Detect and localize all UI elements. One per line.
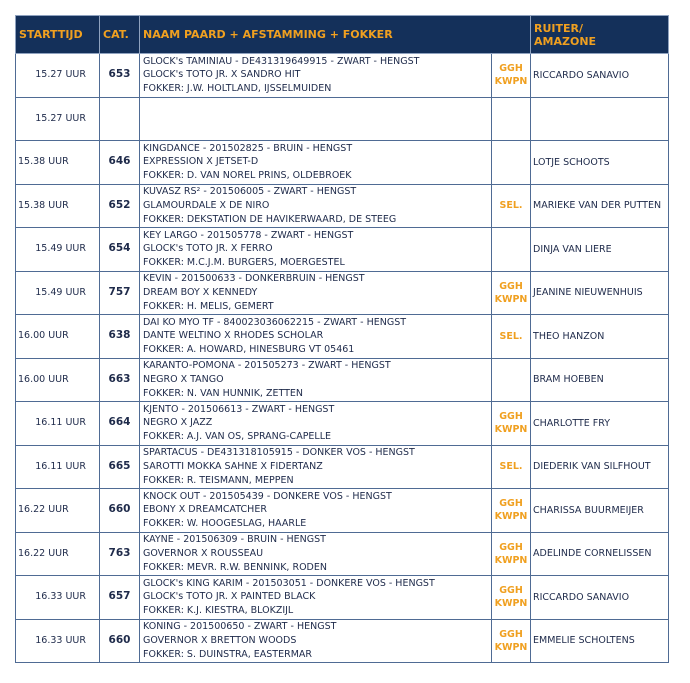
rider-name: THEO HANZON <box>531 315 669 359</box>
horse-info <box>140 532 492 576</box>
status-badge-line1: SEL. <box>499 330 523 342</box>
status-badge <box>492 445 531 489</box>
pedigree-line: GOVERNOR X BRETTON WOODS <box>143 634 297 646</box>
status-badge <box>492 619 531 663</box>
header-naam-paard: NAAM PAARD + AFSTAMMING + FOKKER <box>140 16 531 54</box>
header-row <box>16 16 669 54</box>
status-badge <box>492 315 531 359</box>
status-badge-line2: KWPN <box>494 293 528 305</box>
status-badge-line1: GGH <box>499 498 523 510</box>
horse-name-line: KINGDANCE - 201502825 - BRUIN - HENGST <box>143 142 353 154</box>
category-number: 653 <box>100 54 140 98</box>
status-badge-line1: GGH <box>499 63 523 75</box>
category-number: 664 <box>100 402 140 446</box>
rider-name: EMMELIE SCHOLTENS <box>531 619 669 663</box>
horse-info <box>140 489 492 533</box>
horse-name-line: KJENTO - 201506613 - ZWART - HENGST <box>143 403 335 415</box>
pedigree-line: EXPRESSION X JETSET-D <box>143 156 259 168</box>
table-row <box>16 141 669 185</box>
pedigree-line: GLOCK's TOTO JR. X FERRO <box>143 243 273 255</box>
rider-name: RICCARDO SANAVIO <box>531 54 669 98</box>
horse-name-line: KNOCK OUT - 201505439 - DONKERE VOS - HENGST <box>143 490 392 502</box>
category-number: 652 <box>100 184 140 228</box>
table-row <box>16 445 669 489</box>
status-badge-line1: GGH <box>499 628 523 640</box>
header-ruiter-line1: RUITER/ <box>534 21 584 35</box>
breeder-line: FOKKER: W. HOOGESLAG, HAARLE <box>143 518 307 530</box>
status-badge <box>492 489 531 533</box>
category-number: 646 <box>100 141 140 185</box>
pedigree-line: SAROTTI MOKKA SAHNE X FIDERTANZ <box>143 460 323 472</box>
rider-name: CHARISSA BUURMEIJER <box>531 489 669 533</box>
start-time: 16.11 UUR <box>16 402 100 446</box>
table-row <box>16 402 669 446</box>
status-badge <box>492 402 531 446</box>
horse-info <box>140 97 492 141</box>
rider-name: BRAM HOEBEN <box>531 358 669 402</box>
start-time: 15.27 UUR <box>16 54 100 98</box>
table-row <box>16 97 669 141</box>
pedigree-line: NEGRO X TANGO <box>143 373 224 385</box>
table-row <box>16 489 669 533</box>
status-badge <box>492 184 531 228</box>
horse-name-line: KEY LARGO - 201505778 - ZWART - HENGST <box>143 229 354 241</box>
status-badge-line2: KWPN <box>494 511 528 523</box>
pedigree-line: GOVERNOR X ROUSSEAU <box>143 547 264 559</box>
rider-name: DIEDERIK VAN SILFHOUT <box>531 445 669 489</box>
horse-name-line: KARANTO-POMONA - 201505273 - ZWART - HENGST <box>143 360 391 372</box>
status-badge <box>492 141 531 185</box>
table-row <box>16 184 669 228</box>
horse-info <box>140 315 492 359</box>
category-number: 660 <box>100 619 140 663</box>
start-time: 16.22 UUR <box>16 532 100 576</box>
status-badge-line1: SEL. <box>499 200 523 212</box>
table-row <box>16 576 669 620</box>
header-cat: CAT. <box>100 16 140 54</box>
start-time: 15.38 UUR <box>16 184 100 228</box>
table-row <box>16 228 669 272</box>
pedigree-line: EBONY X DREAMCATCHER <box>143 504 267 516</box>
header-starttijd: STARTTIJD <box>16 16 100 54</box>
breeder-line: FOKKER: A.J. VAN OS, SPRANG-CAPELLE <box>143 431 332 443</box>
horse-info <box>140 271 492 315</box>
breeder-line: FOKKER: K.J. KIESTRA, BLOKZIJL <box>143 605 294 617</box>
rider-name: CHARLOTTE FRY <box>531 402 669 446</box>
breeder-line: FOKKER: M.C.J.M. BURGERS, MOERGESTEL <box>143 257 345 269</box>
status-badge <box>492 358 531 402</box>
start-time: 16.00 UUR <box>16 358 100 402</box>
category-number: 638 <box>100 315 140 359</box>
start-time: 16.33 UUR <box>16 619 100 663</box>
status-badge-line2: KWPN <box>494 76 528 88</box>
horse-info <box>140 619 492 663</box>
pedigree-line: GLOCK's TOTO JR. X PAINTED BLACK <box>143 591 316 603</box>
status-badge-line1: SEL. <box>499 461 523 473</box>
start-list-table <box>15 15 669 663</box>
horse-name-line: KAYNE - 201506309 - BRUIN - HENGST <box>143 534 326 546</box>
table-row <box>16 315 669 359</box>
breeder-line: FOKKER: S. DUINSTRA, EASTERMAR <box>143 648 313 660</box>
table-row <box>16 532 669 576</box>
table-row <box>16 54 669 98</box>
breeder-line: FOKKER: N. VAN HUNNIK, ZETTEN <box>143 387 304 399</box>
horse-info <box>140 141 492 185</box>
status-badge <box>492 576 531 620</box>
start-time: 15.38 UUR <box>16 141 100 185</box>
category-number: 757 <box>100 271 140 315</box>
pedigree-line: DANTE WELTINO X RHODES SCHOLAR <box>143 330 324 342</box>
status-badge-line1: GGH <box>499 541 523 553</box>
start-time: 16.11 UUR <box>16 445 100 489</box>
status-badge <box>492 532 531 576</box>
horse-info <box>140 445 492 489</box>
category-number: 663 <box>100 358 140 402</box>
pedigree-line: NEGRO X JAZZ <box>143 417 213 429</box>
status-badge-line2: KWPN <box>494 598 528 610</box>
rider-name <box>531 97 669 141</box>
rider-name: ADELINDE CORNELISSEN <box>531 532 669 576</box>
breeder-line: FOKKER: DEKSTATION DE HAVIKERWAARD, DE STEEG <box>143 213 397 225</box>
breeder-line: FOKKER: J.W. HOLTLAND, IJSSELMUIDEN <box>143 83 332 95</box>
horse-name-line: KEVIN - 201500633 - DONKERBRUIN - HENGST <box>143 273 365 285</box>
category-number: 654 <box>100 228 140 272</box>
horse-name-line: DAI KO MYO TF - 840023036062215 - ZWART - HENGST <box>143 316 407 328</box>
rider-name: JEANINE NIEUWENHUIS <box>531 271 669 315</box>
breeder-line: FOKKER: H. MELIS, GEMERT <box>143 300 274 312</box>
start-time: 16.33 UUR <box>16 576 100 620</box>
start-list <box>15 15 668 663</box>
category-number: 763 <box>100 532 140 576</box>
category-number: 657 <box>100 576 140 620</box>
horse-info <box>140 402 492 446</box>
rider-name: RICCARDO SANAVIO <box>531 576 669 620</box>
rider-name: LOTJE SCHOOTS <box>531 141 669 185</box>
table-row <box>16 358 669 402</box>
horse-name-line: GLOCK's KING KARIM - 201503051 - DONKERE VOS - HENGST <box>143 577 435 589</box>
category-number: 665 <box>100 445 140 489</box>
breeder-line: FOKKER: A. HOWARD, HINESBURG VT 05461 <box>143 344 355 356</box>
horse-name-line: KUVASZ RS² - 201506005 - ZWART - HENGST <box>143 186 357 198</box>
horse-info <box>140 358 492 402</box>
rider-name: MARIEKE VAN DER PUTTEN <box>531 184 669 228</box>
horse-name-line: GLOCK's TAMINIAU - DE431319649915 - ZWART - HENGST <box>143 55 420 67</box>
table-row <box>16 619 669 663</box>
horse-info <box>140 228 492 272</box>
breeder-line: FOKKER: MEVR. R.W. BENNINK, RODEN <box>143 561 327 573</box>
status-badge <box>492 228 531 272</box>
horse-name-line: SPARTACUS - DE431318105915 - DONKER VOS - HENGST <box>143 447 415 459</box>
category-number <box>100 97 140 141</box>
start-time: 16.00 UUR <box>16 315 100 359</box>
status-badge-line2: KWPN <box>494 424 528 436</box>
pedigree-line: GLOCK's TOTO JR. X SANDRO HIT <box>143 69 301 81</box>
pedigree-line: GLAMOURDALE X DE NIRO <box>143 199 270 211</box>
start-time: 15.49 UUR <box>16 271 100 315</box>
status-badge-line2: KWPN <box>494 641 528 653</box>
status-badge-line1: GGH <box>499 585 523 597</box>
horse-name-line: KONING - 201500650 - ZWART - HENGST <box>143 621 337 633</box>
header-ruiter-line2: AMAZONE <box>534 34 597 48</box>
status-badge <box>492 271 531 315</box>
status-badge-line2: KWPN <box>494 554 528 566</box>
category-number: 660 <box>100 489 140 533</box>
start-time: 15.49 UUR <box>16 228 100 272</box>
status-badge <box>492 54 531 98</box>
rider-name: DINJA VAN LIERE <box>531 228 669 272</box>
start-time: 15.27 UUR <box>16 97 100 141</box>
status-badge-line1: GGH <box>499 280 523 292</box>
horse-info <box>140 54 492 98</box>
status-badge <box>492 97 531 141</box>
breeder-line: FOKKER: R. TEISMANN, MEPPEN <box>143 474 294 486</box>
status-badge-line1: GGH <box>499 411 523 423</box>
breeder-line: FOKKER: D. VAN NOREL PRINS, OLDEBROEK <box>143 170 352 182</box>
horse-info <box>140 184 492 228</box>
horse-info <box>140 576 492 620</box>
start-time: 16.22 UUR <box>16 489 100 533</box>
header-ruiter <box>531 16 669 54</box>
table-row <box>16 271 669 315</box>
pedigree-line: DREAM BOY X KENNEDY <box>143 286 258 298</box>
